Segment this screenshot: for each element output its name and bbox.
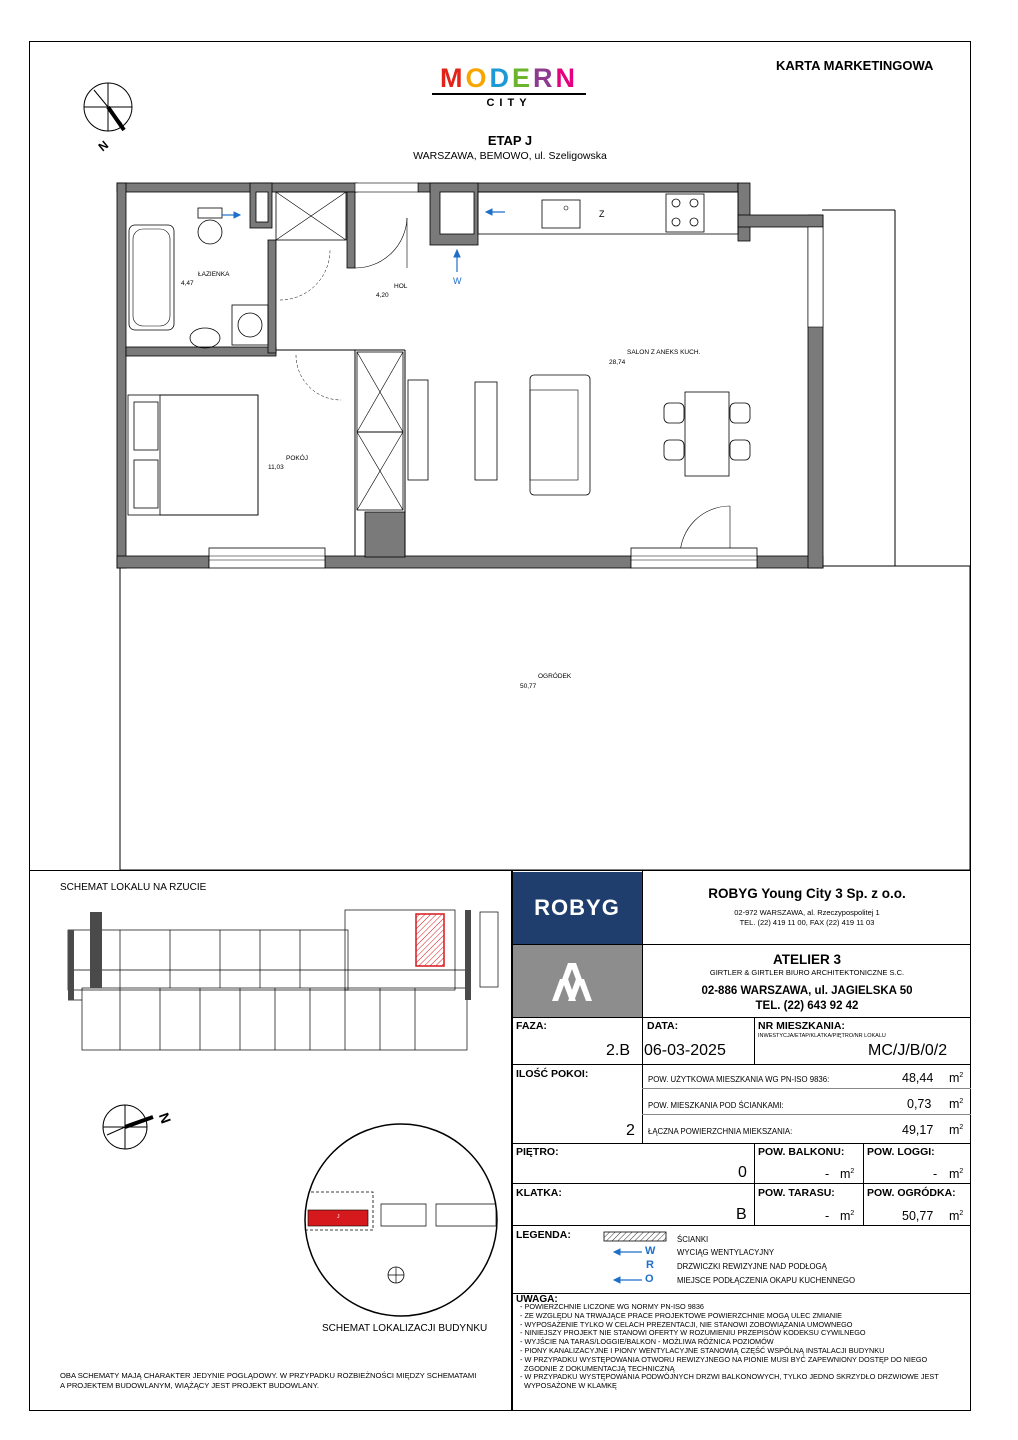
room-label-bathroom: ŁAZIENKA (198, 271, 230, 278)
logo-letter: D (489, 63, 512, 93)
pow-sc-unit: $m^2$ (949, 1097, 964, 1111)
uwaga-title: UWAGA: (516, 1294, 558, 1305)
uwaga-line: - W PRZYPADKU WYSTĘPOWANIA PODWÓJNYCH DRZWI BALKONOWYCH, TYLKO JEDNO SKRZYDŁO DRZWIOWE JEST (520, 1372, 939, 1382)
logo-city-text: CITY (486, 97, 532, 109)
compass-north-label: N (95, 137, 112, 155)
room-area-garden: 50,77 (520, 683, 537, 690)
loggia-label: POW. LOGGI: (867, 1146, 935, 1158)
pow-uz-label: POW. UŻYTKOWA MIESZKANIA WG PN-ISO 9836: (648, 1075, 830, 1084)
atelier-a-icon (512, 945, 642, 1017)
logo-letter: M (439, 63, 466, 93)
logo-letter: E (512, 63, 534, 93)
atelier-logo (512, 945, 642, 1017)
architect-address-line: 02-886 WARSZAWA, ul. JAGIELSKA 50 (701, 985, 913, 997)
building-location-schema (296, 1120, 506, 1320)
pow-sc-value: 0,73 (907, 1097, 932, 1111)
grid-h7 (511, 1293, 971, 1294)
legend-text-vent: WYCIĄG WENTYLACYJNY (677, 1248, 775, 1257)
vent-marker-label: W (453, 276, 462, 286)
balkon-value: - (825, 1167, 830, 1181)
room-area-living: 28,74 (609, 359, 626, 366)
legend-symbols (600, 1230, 670, 1290)
logo-letter: O (465, 63, 490, 93)
robyg-logo: ROBYG (512, 872, 642, 944)
pow-total-value: 49,17 (902, 1123, 934, 1137)
doc-type-title: KARTA MARKETINGOWA (776, 58, 934, 73)
pow-uz-value: 48,44 (902, 1071, 934, 1085)
rooms-value: 2 (626, 1122, 635, 1139)
klatka-label: KLATKA: (516, 1187, 562, 1199)
company-address-line1: 02-972 WARSZAWA, al. Rzeczypospolitej 1 (734, 908, 880, 917)
faza-label: FAZA: (516, 1020, 547, 1032)
taras-unit: $m^2$ (840, 1209, 855, 1223)
room-label-living: SALON Z ANEKS KUCH. (627, 349, 701, 356)
schema-compass-north-label: N (155, 1110, 175, 1126)
uwaga-line: - POWIERZCHNIE LICZONE WG NORMY PN-ISO 9836 (520, 1302, 704, 1311)
floor-schema (60, 900, 510, 1060)
nr-value: MC/J/B/0/2 (868, 1042, 948, 1059)
grid-h3 (511, 1064, 971, 1065)
architect-phone: TEL. (22) 643 92 42 (755, 1000, 859, 1012)
uwaga-line: - ZE WZGLĘDU NA TRWAJĄCE PRACE PROJEKTOWE POWIERZCHNIE MOGĄ ULEC ZMIANIE (520, 1310, 843, 1320)
legend-sym-r: R (646, 1259, 654, 1271)
room-label-garden: OGRÓDEK (538, 673, 572, 680)
pietro-label: PIĘTRO: (516, 1146, 559, 1158)
balkon-label: POW. BALKONU: (758, 1146, 845, 1158)
data-value: 06-03-2025 (644, 1042, 726, 1059)
legend-text-walls: ŚCIANKI (677, 1235, 709, 1244)
legend-text-hood: MIEJSCE PODŁĄCZENIA OKAPU KUCHENNEGO (677, 1276, 856, 1285)
pietro-value: 0 (738, 1164, 747, 1181)
grid-left (511, 870, 513, 1411)
pow-uz-unit: $m^2$ (949, 1071, 964, 1085)
grid-h5 (511, 1183, 971, 1184)
klatka-value: B (736, 1206, 747, 1223)
uwaga-line: - PIONY KANALIZACYJNE I PIONY WENTYLACYJNE STANOWIĄ CZĘŚĆ WSPÓLNĄ INSTALACJI BUDYNKU (520, 1345, 885, 1355)
faza-value: 2.B (606, 1042, 631, 1059)
company-name: ROBYG Young City 3 Sp. z o.o. (708, 886, 906, 901)
uwaga-line: - WYJŚCIE NA TARAS/LOGGIE/BALKON - MOŻLIWA RÓŻNICA POZIOMÓW (520, 1337, 774, 1347)
nr-label: NR MIESZKANIA: (758, 1020, 845, 1032)
legend-hatch-icon (604, 1232, 666, 1241)
taras-value: - (825, 1209, 830, 1223)
legend-sym-o: O (645, 1273, 654, 1285)
rooms-label: ILOŚĆ POKOI: (516, 1068, 589, 1080)
pow-sc-label: POW. MIESZKANIA POD ŚCIANKAMI: (648, 1101, 784, 1110)
loggia-value: - (933, 1167, 938, 1181)
legend-sym-w: W (645, 1245, 656, 1257)
balkon-unit: $m^2$ (840, 1167, 855, 1181)
garden-outline (120, 566, 970, 870)
uwaga-line: ZGODNIE Z DOKUMENTACJĄ TECHNICZNĄ (520, 1363, 675, 1373)
taras-label: POW. TARASU: (758, 1187, 835, 1199)
address-line: WARSZAWA, BEMOWO, ul. Szeligowska (413, 150, 607, 162)
architect-subtitle: GIRTLER & GIRTLER BIURO ARCHITEKTONICZNE S.C. (709, 968, 905, 977)
logo-letter: N (555, 63, 579, 93)
stage-title: ETAP J (487, 133, 533, 148)
room-label-hall: HOL (394, 283, 408, 290)
uwaga-line: - WYPOSAŻENIE TYLKO W CELACH PREZENTACJI, NIE STANOWI ZOBOWIĄZANIA UMOWNEGO (520, 1319, 853, 1329)
nr-sublabel: INWESTYCJA/ETAP/KLATKA/PIĘTRO/NR LOKALU (758, 1033, 886, 1039)
grid-v2 (642, 1017, 643, 1143)
grid-v5 (863, 1143, 864, 1225)
legend-text-revision: DRZWICZKI REWIZYJNE NAD PODŁOGĄ (677, 1262, 827, 1271)
compass-icon (84, 83, 132, 131)
company-address (643, 908, 971, 928)
fridge-marker: Z (599, 209, 605, 219)
schema-compass-icon (95, 1100, 185, 1170)
grid-h6 (511, 1225, 971, 1226)
uwaga-list (520, 1303, 960, 1391)
ogrodek-value: 50,77 (902, 1209, 934, 1223)
uwaga-line: - W PRZYPADKU WYSTĘPOWANIA OTWORU REWIZYJNEGO NA PIONIE MUSI BYĆ ZAPEWNIONY DOSTĘP DO NIEGO (520, 1354, 928, 1364)
room-area-hall: 4,20 (376, 292, 389, 299)
architect-name: ATELIER 3 (772, 952, 841, 967)
pow-total-unit: $m^2$ (949, 1123, 964, 1137)
uwaga-line: - NINIEJSZY PROJEKT NIE STANOWI OFERTY W ROZUMIENIU PRZEPISÓW KODEKSU CYWILNEGO (520, 1328, 866, 1338)
building-label: J (337, 1214, 340, 1220)
data-label: DATA: (647, 1020, 679, 1032)
grid-h4 (511, 1143, 971, 1144)
room-label-bedroom: POKÓJ (286, 455, 309, 462)
ogrodek-label: POW. OGRÓDKA: (867, 1187, 956, 1199)
legend-title: LEGENDA: (516, 1229, 571, 1241)
company-address-line2: TEL. (22) 419 11 00, FAX (22) 419 11 03 (739, 918, 875, 927)
grid-h2 (511, 1017, 971, 1018)
schema-note: OBA SCHEMATY MAJĄ CHARAKTER JEDYNIE POGLĄDOWY. W PRZYPADKU ROZBIEŻNOŚCI MIĘDZY SCHEMATAMI A PROJEKTEM BUDOWLANYM, WIĄŻĄCY JEST PROJEKT BUDOWLANY. (60, 1371, 477, 1390)
ogrodek-unit: $m^2$ (949, 1209, 964, 1223)
grid-h1 (511, 944, 971, 945)
grid-v4 (754, 1143, 755, 1225)
pow-total-label: ŁĄCZNA POWIERZCHNIA MIEKSZANIA: (648, 1127, 793, 1136)
logo-letter: R (533, 63, 556, 93)
loggia-unit: $m^2$ (949, 1167, 964, 1181)
uwaga-line: WYPOSAŻONE W KLAMKĘ (520, 1381, 617, 1391)
legend-hood-arrow-icon (614, 1277, 620, 1283)
floor-schema-title: SCHEMAT LOKALU NA RZUCIE (60, 882, 207, 893)
grid-v3 (754, 1017, 755, 1064)
grid-h3a (642, 1088, 971, 1089)
building-schema-title: SCHEMAT LOKALIZACJI BUDYNKU (322, 1323, 488, 1334)
architect-address (643, 984, 971, 1014)
legend-vent-arrow-icon (614, 1249, 620, 1255)
grid-h3b (642, 1114, 971, 1115)
room-area-bathroom: 4,47 (181, 280, 194, 287)
room-area-bedroom: 11,03 (268, 464, 284, 471)
section-divider (30, 870, 970, 871)
walls (117, 183, 823, 568)
